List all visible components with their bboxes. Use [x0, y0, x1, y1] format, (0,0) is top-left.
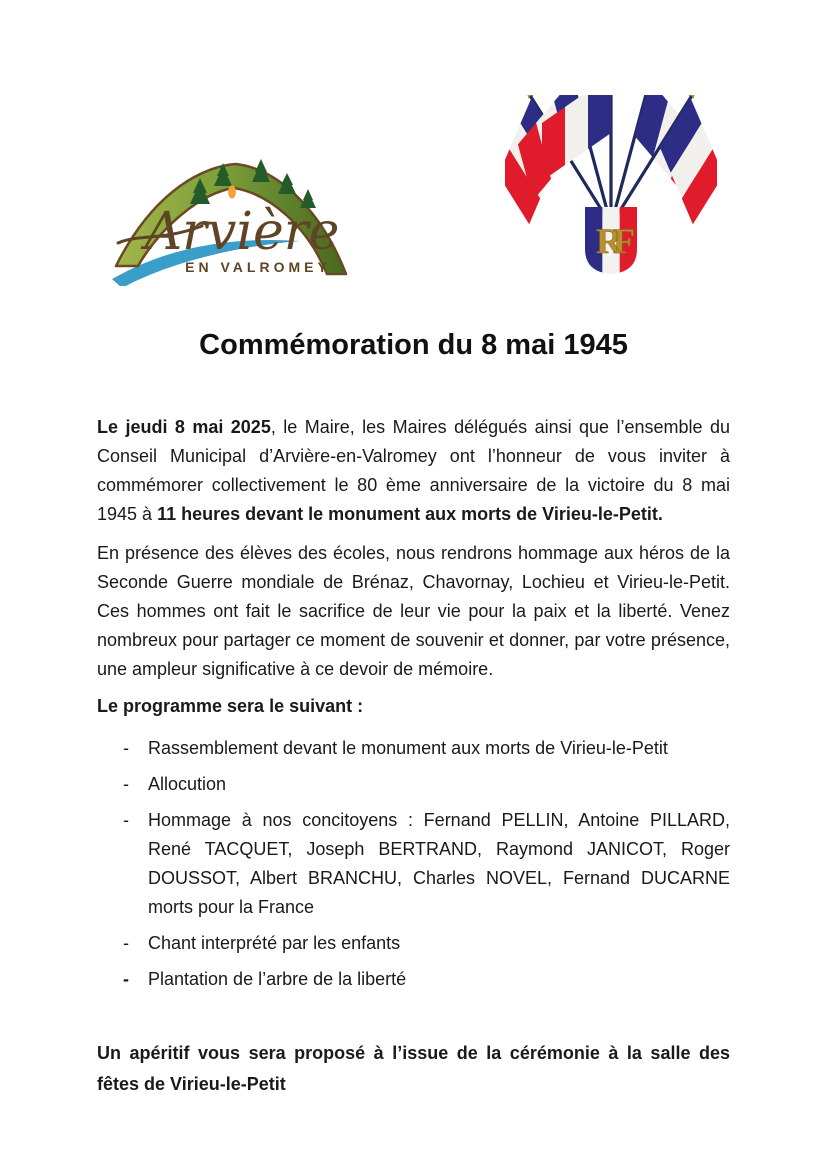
document-title: Commémoration du 8 mai 1945: [199, 329, 628, 361]
invitation-time-bold: 11 heures devant le monument aux morts de Virieu-le-Petit.: [157, 504, 663, 524]
programme-item-label: Allocution: [148, 774, 227, 794]
list-dash: -: [123, 738, 129, 758]
programme-item-label: Hommage à nos concitoyens : Fernand PELLIN, Antoine PILLARD, René TACQUET, Joseph BERTRAND, Raymond JANICOT, Roger DOUSSOT, Albert BRANCHU, Charles NOVEL, Fernand DUCARNE morts pour la France: [148, 810, 730, 917]
programme-heading: Le programme sera le suivant :: [97, 696, 364, 716]
programme-item: [123, 734, 730, 763]
programme-item-label: Rassemblement devant le monument aux morts de Virieu-le-Petit: [148, 738, 668, 758]
list-dash: -: [123, 774, 129, 794]
programme-item-label: Chant interprété par les enfants: [148, 933, 401, 953]
programme-item-label: Plantation de l’arbre de la liberté: [148, 969, 407, 989]
document-content: [97, 0, 730, 1100]
programme-item: [123, 770, 730, 799]
list-dash: -: [123, 810, 129, 830]
hommage-paragraph: En présence des élèves des écoles, nous rendrons hommage aux héros de la Seconde Guerre mondiale de Brénaz, Chavornay, Lochieu et Virieu-le-Petit. Ces hommes ont fait le sacrifice de leur vie pour la paix et la liberté. Venez nombreux pour partager ce moment de souvenir et donner, par votre présence, une ampleur significative à ce devoir de mémoire.: [97, 543, 730, 679]
programme-item: [123, 806, 730, 922]
list-dash: -: [123, 933, 129, 953]
closing-paragraph: Un apéritif vous sera proposé à l’issue de la cérémonie à la salle des fêtes de Virieu-le-Petit: [97, 1043, 730, 1094]
invitation-text: , le Maire, les Maires délégués ainsi que l’ensemble du Conseil Municipal d’Arvière-en-Valromey ont l’honneur de vous inviter à commémorer collectivement le 80 ème anniversaire de la victoire du 8 mai 1945 à: [97, 417, 730, 524]
list-dash: -: [123, 969, 129, 989]
invitation-date-bold: Le jeudi 8 mai 2025: [97, 417, 271, 437]
programme-list: [97, 734, 730, 994]
logo-subtitle: EN VALROMEY: [185, 259, 331, 275]
rf-monogram: RF: [596, 221, 626, 261]
programme-item: [123, 965, 730, 994]
invitation-paragraph: [97, 413, 730, 529]
programme-item: [123, 929, 730, 958]
logo-wordmark: Arvière: [144, 202, 340, 262]
